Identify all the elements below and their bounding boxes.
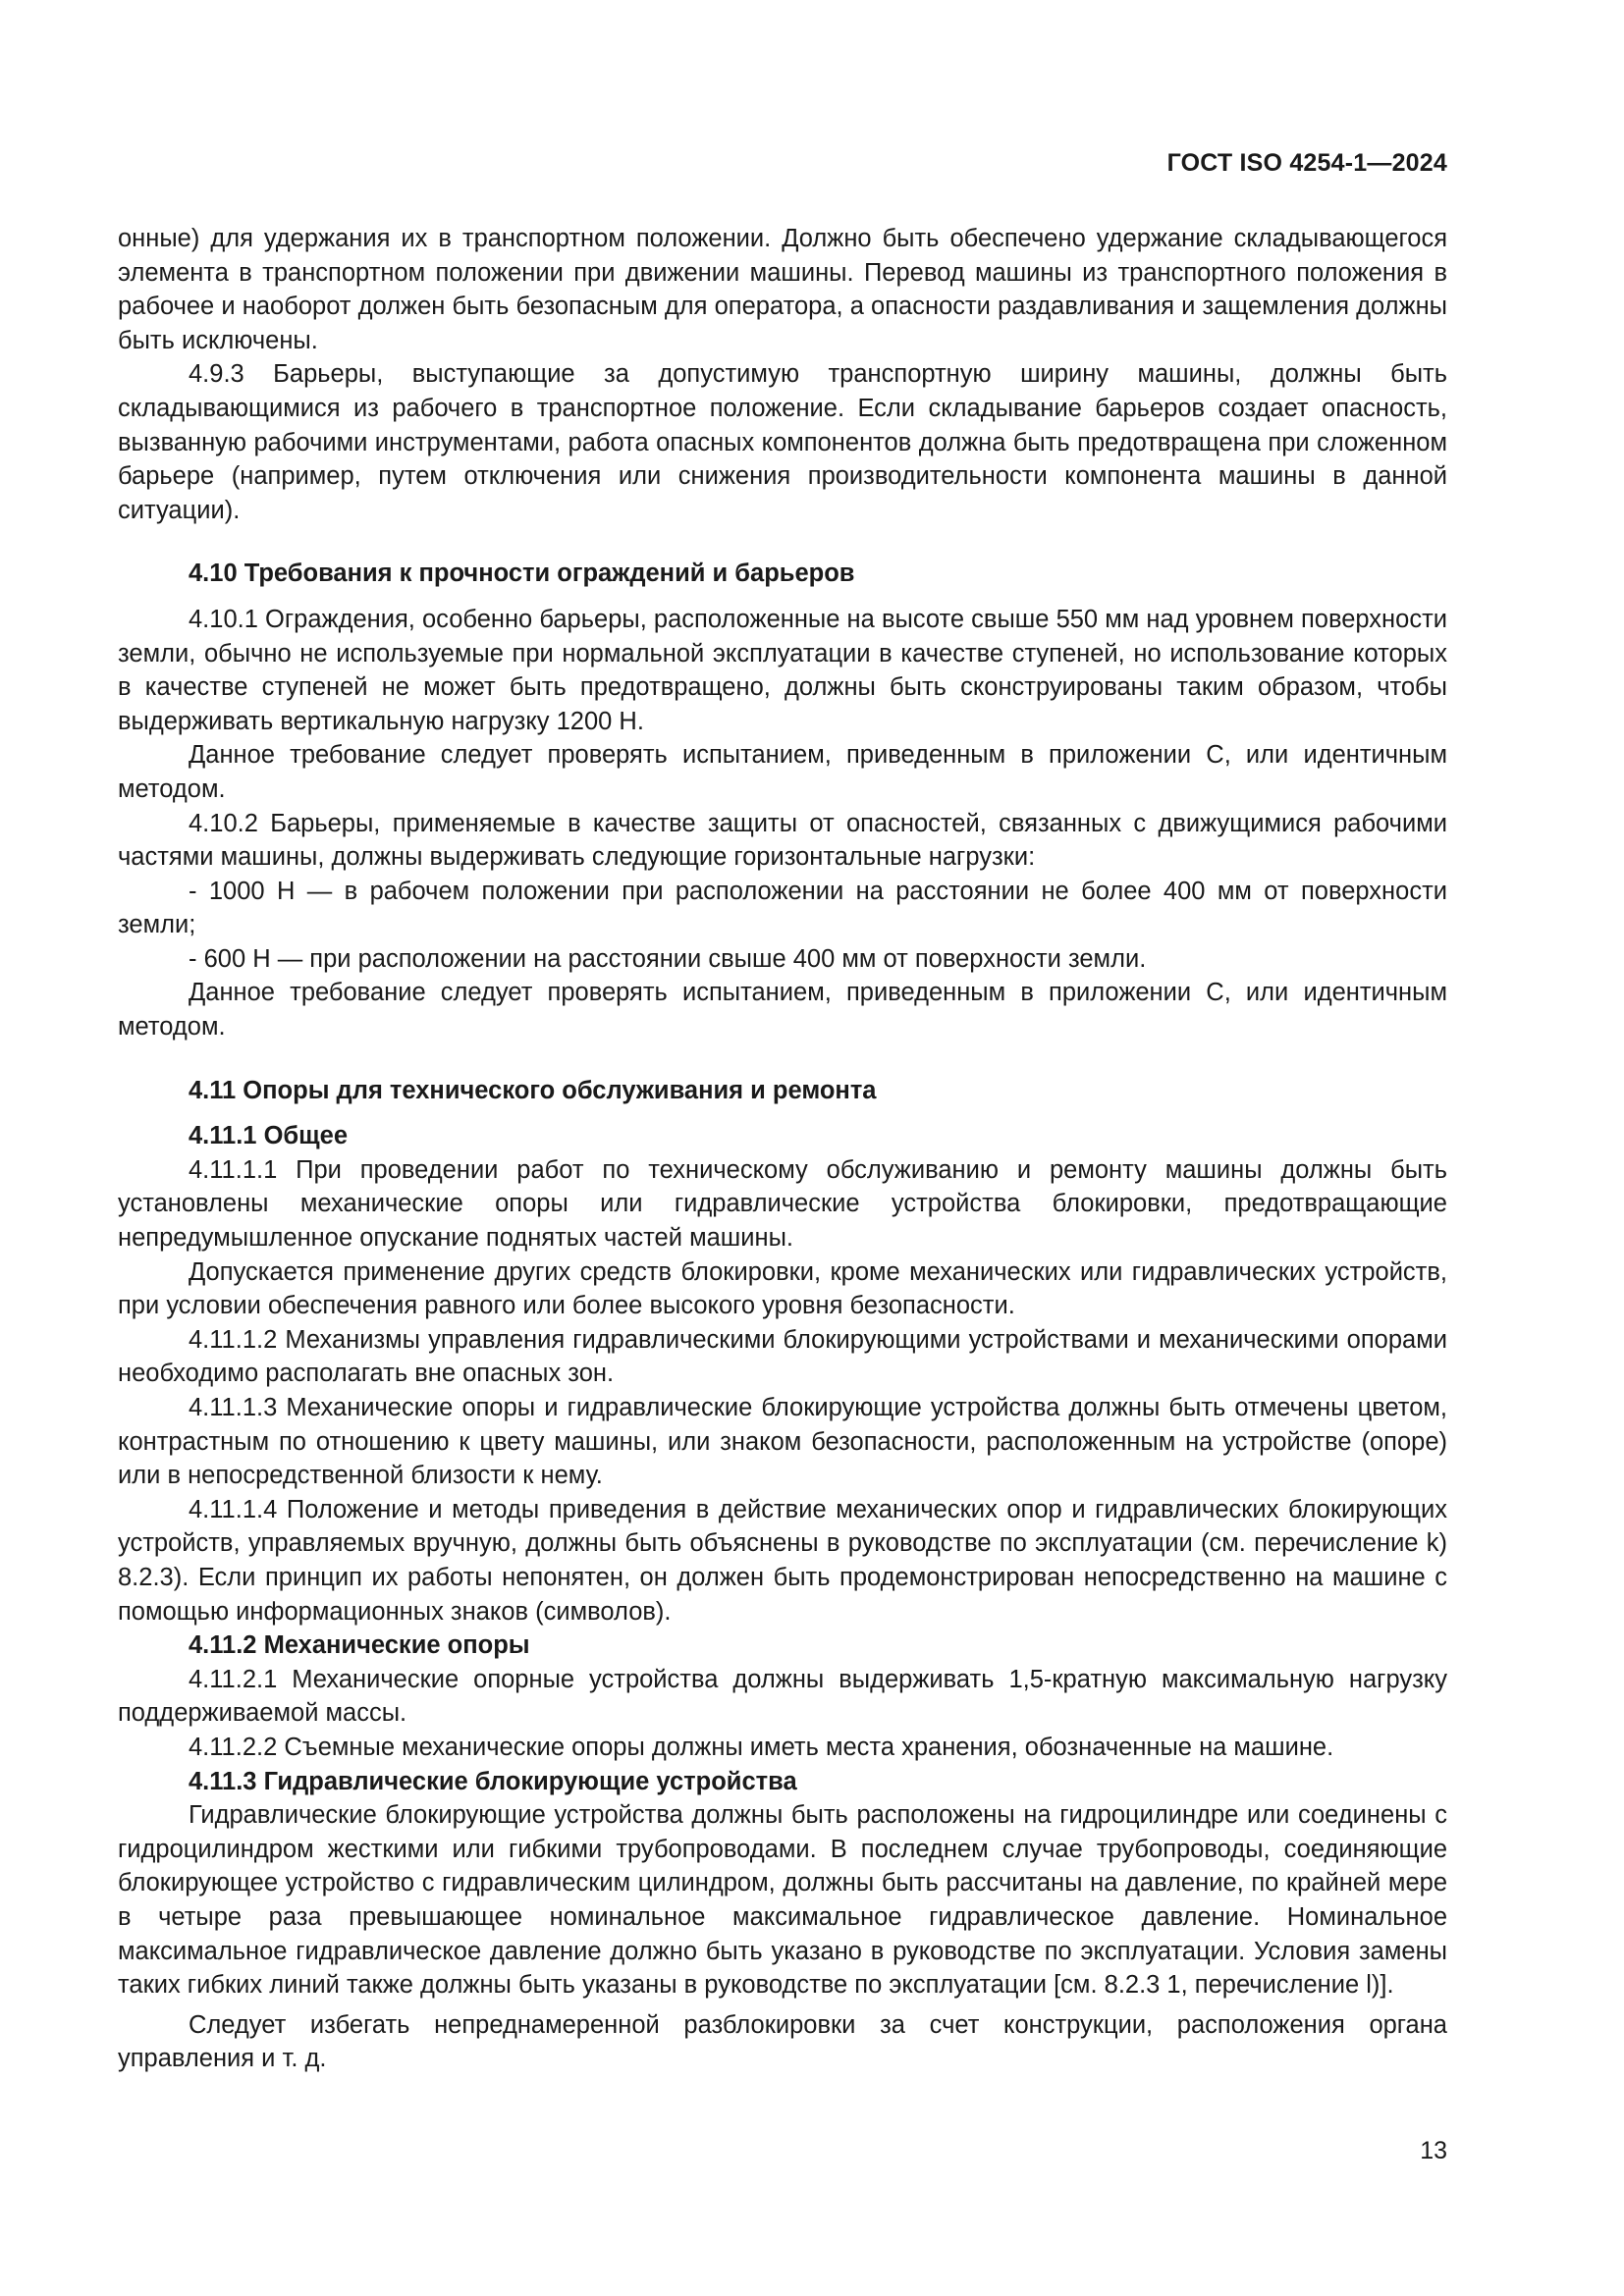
subsection-heading-4-11-3: 4.11.3 Гидравлические блокирующие устройства: [189, 1767, 797, 1795]
paragraph-alternative-blocking: Допускается применение других средств блокировки, кроме механических или гидравлических устройств, при условии обеспечения равного или более высокого уровня безопасности.: [118, 1257, 1447, 1320]
section-heading-4-11: 4.11 Опоры для технического обслуживания и ремонта: [189, 1076, 877, 1104]
paragraph-4-11-1-1: 4.11.1.1 При проведении работ по техническому обслуживанию и ремонту машины должны быть установлены механические опоры или гидравлические устройства блокировки, предотвращающие непредумышленное опускание поднятых частей машины.: [118, 1155, 1447, 1253]
list-item-600n: - 600 Н — при расположении на расстоянии свыше 400 мм от поверхности земли.: [189, 944, 1147, 973]
page-number: 13: [1420, 2137, 1447, 2164]
paragraph-4-11-1-3: 4.11.1.3 Механические опоры и гидравлические блокирующие устройства должны быть отмечены цветом, контрастным по отношению к цвету машины, или знаком безопасности, расположенным на устройстве (опоре) или в непосредственной близости к нему.: [118, 1394, 1447, 1490]
paragraph-requirement-check: Данное требование следует проверять испытанием, приведенным в приложении С, или идентичным методом.: [118, 979, 1447, 1041]
paragraph-4-10-2: 4.10.2 Барьеры, применяемые в качестве защиты от опасностей, связанных с движущимися рабочими частями машины, должны выдерживать следующие горизонтальные нагрузки:: [118, 809, 1447, 872]
paragraph-requirement-check: Данное требование следует проверять испытанием, приведенным в приложении С, или идентичным методом.: [118, 741, 1447, 803]
paragraph-4-11-2-2: 4.11.2.2 Съемные механические опоры должны иметь места хранения, обозначенные на машине.: [189, 1733, 1334, 1761]
subsection-heading-4-11-2: 4.11.2 Механические опоры: [189, 1631, 530, 1660]
paragraph-4-10-1: 4.10.1 Ограждения, особенно барьеры, расположенные на высоте свыше 550 мм над уровнем поверхности земли, обычно не используемые при нормальной эксплуатации в качестве ступеней, но использование которых в качестве ступеней не может быть предотвращено, должны быть сконструированы таким образом, чтобы выдерживать вертикальную нагрузку 1200 Н.: [118, 605, 1447, 735]
document-body: [118, 222, 1447, 2076]
paragraph-continuation: онные) для удержания их в транспортном положении. Должно быть обеспечено удержание складывающегося элемента в транспортном положении при движении машины. Перевод машины из транспортного положения в рабочее и наоборот должен быть безопасным для оператора, а опасности раздавливания и защемления должны быть исключены.: [118, 225, 1447, 354]
subsection-heading-4-11-1: 4.11.1 Общее: [189, 1122, 349, 1150]
paragraph-4-11-1-4: 4.11.1.4 Положение и методы приведения в действие механических опор и гидравлических блокирующих устройств, управляемых вручную, должны быть объяснены в руководстве по эксплуатации (см. перечисление k) 8.2.3). Если принцип их работы непонятен, он должен быть продемонстрирован непосредственно на машине с помощью информационных знаков (символов).: [118, 1495, 1447, 1626]
paragraph-4-11-1-2: 4.11.1.2 Механизмы управления гидравлическими блокирующими устройствами и механическими опорами необходимо располагать вне опасных зон.: [118, 1325, 1447, 1388]
paragraph-4-9-3: 4.9.3 Барьеры, выступающие за допустимую транспортную ширину машины, должны быть складывающимися из рабочего в транспортное положение. Если складывание барьеров создает опасность, вызванную рабочими инструментами, работа опасных компонентов должна быть предотвращена при сложенном барьере (например, путем отключения или снижения производительности компонента машины в данной ситуации).: [118, 360, 1447, 524]
paragraph-unintended-release: Следует избегать непреднамеренной разблокировки за счет конструкции, расположения органа управления и т. д.: [118, 2010, 1447, 2073]
paragraph-4-11-2-1: 4.11.2.1 Механические опорные устройства должны выдерживать 1,5-кратную максимальную нагрузку поддерживаемой массы.: [118, 1665, 1447, 1728]
list-item-1000n: - 1000 Н — в рабочем положении при расположении на расстоянии не более 400 мм от поверхности земли;: [118, 877, 1447, 939]
paragraph-hydraulic-devices: Гидравлические блокирующие устройства должны быть расположены на гидроцилиндре или соединены с гидроцилиндром жесткими или гибкими трубопроводами. В последнем случае трубопроводы, соединяющие блокирующее устройство с гидравлическим цилиндром, должны быть рассчитаны на давление, по крайней мере в четыре раза превышающее номинальное максимальное гидравлическое давление. Номинальное максимальное гидравлическое давление должно быть указано в руководстве по эксплуатации. Условия замены таких гибких линий также должны быть указаны в руководстве по эксплуатации [см. 8.2.3 1, перечисление l)].: [118, 1801, 1447, 2000]
section-heading-4-10: 4.10 Требования к прочности ограждений и барьеров: [189, 560, 855, 588]
document-header: ГОСТ ISO 4254-1—2024: [1166, 149, 1447, 177]
